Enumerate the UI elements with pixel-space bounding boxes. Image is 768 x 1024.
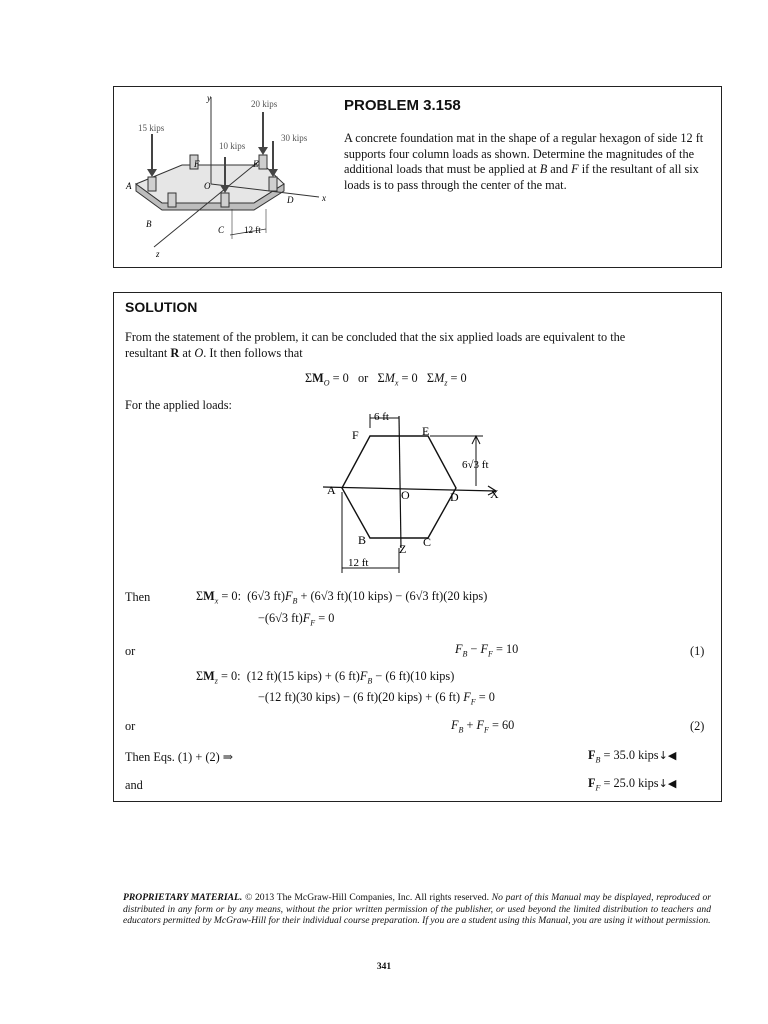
- axis-x-label: x: [322, 193, 326, 203]
- solution-title: SOLUTION: [125, 299, 198, 315]
- answer-marker-icon: ◀: [667, 777, 677, 790]
- load-10-label: 10 kips: [219, 141, 246, 151]
- or-label-2: or: [125, 719, 136, 733]
- sketch-label-e: E: [422, 424, 430, 438]
- sketch-dim-top: 6 ft: [374, 411, 389, 423]
- sketch-label-d: D: [450, 490, 459, 504]
- statement-part: A concrete foundation mat in the shape of a regular hexagon of side 12 ft supports four column loads as shown. Determine the magnitudes of the additional loads that must be applied at: [344, 131, 704, 177]
- answer-marker-icon: ◀: [667, 749, 677, 762]
- intro-text: resultant: [125, 346, 171, 360]
- footer-normal: © 2013 The McGraw-Hill Companies, Inc. All rights reserved.: [242, 892, 492, 903]
- sketch-dim-right: 6√3 ft: [462, 459, 489, 471]
- intro-line-1: From the statement of the problem, it can be concluded that the six applied loads are equivalent to the: [125, 330, 626, 344]
- footer-italic: No part of this Manual may be displayed, reproduced or distributed in any form or by any means, without the prior written permission of the publisher, or used beyond the limited distribution to teachers and educators permitted by McGraw-Hill for their individual course preparation. If you are a student using this Manual, you are using it without permission.: [123, 892, 712, 927]
- statement-part: and: [547, 162, 572, 177]
- sketch-label-x: X: [490, 487, 499, 501]
- sketch-label-c: C: [423, 535, 432, 549]
- intro-resultant: R: [170, 346, 180, 360]
- down-arrow-icon: ↓: [658, 777, 668, 790]
- sketch-label-o: O: [401, 488, 410, 502]
- statement-var-f: F: [571, 162, 579, 177]
- result-fb: $F_B = 35.0$ kips↓◀: [588, 748, 677, 765]
- applied-loads-label: For the applied loads:: [125, 398, 232, 412]
- point-e-label: E: [253, 159, 259, 169]
- intro-line-2: [125, 345, 715, 361]
- sketch-dim-bottom: 12 ft: [348, 557, 369, 569]
- sum-mz-line-2: −(12 ft)(30 kips) − (6 ft)(20 kips) + (6 ft) $F_F = 0$: [258, 690, 495, 707]
- statement-part: if the resultant of all six loads is to pass through the center of the mat.: [344, 162, 699, 192]
- sum-mx-line-2: −(6√3 $ft)F_F = 0$: [258, 611, 335, 628]
- then-label: Then: [125, 590, 151, 604]
- sketch-label-f: F: [352, 428, 359, 442]
- problem-title: PROBLEM 3.158: [344, 97, 461, 114]
- point-f-label: F: [194, 159, 200, 169]
- load-15-label: 15 kips: [138, 123, 165, 133]
- dimension-label: 12 ft: [244, 225, 261, 235]
- statement-var-b: B: [539, 162, 548, 177]
- footer-bold: PROPRIETARY MATERIAL.: [123, 892, 243, 903]
- result-ff-value: = 25.0 kips: [603, 776, 659, 790]
- down-arrow-icon: ↓: [658, 749, 668, 762]
- point-o-label: O: [204, 181, 211, 191]
- intro-text: at: [179, 346, 195, 360]
- sum-mz-line-1: $\Sigma M_z = 0$: (12 ft)(15 kips) + (6 $ft)F_B - (6$ ft)(10 kips): [196, 669, 455, 686]
- point-c-label: C: [218, 225, 225, 235]
- axis-y-label: y: [207, 93, 211, 103]
- equation-2-number: (2): [690, 719, 705, 733]
- point-a-label: A: [126, 181, 132, 191]
- result-ff: $F_F = 25.0$ kips↓◀: [588, 776, 677, 793]
- moment-condition: $\Sigma M_O = 0$ or $\Sigma M_x = 0$ $\Sigma M_z = 0$: [305, 371, 467, 388]
- sketch-label-b: B: [358, 533, 367, 547]
- equation-1: $F_B - F_F = 10$: [455, 642, 519, 659]
- sketch-label-a: A: [327, 483, 336, 497]
- axis-z-label: z: [156, 249, 160, 259]
- load-30-label: 30 kips: [281, 133, 308, 143]
- or-label-1: or: [125, 644, 136, 658]
- then-eqs-label: Then Eqs. (1) + (2) ⇒: [125, 750, 234, 764]
- problem-figure: [114, 87, 339, 267]
- equation-1-number: (1): [690, 644, 705, 658]
- result-fb-value: = 35.0 kips: [603, 748, 659, 762]
- intro-point-o: O: [194, 346, 204, 360]
- intro-text: . It then follows that: [203, 346, 303, 360]
- page-number: 341: [376, 962, 392, 972]
- copyright-footer: [123, 892, 711, 927]
- load-20-label: 20 kips: [251, 99, 278, 109]
- solution-intro: [125, 329, 715, 361]
- point-d-label: D: [287, 195, 294, 205]
- and-label: and: [125, 778, 143, 792]
- hexagon-sketch: [318, 408, 518, 578]
- problem-statement: [344, 131, 710, 193]
- point-b-label: B: [146, 219, 152, 229]
- sketch-label-z: Z: [399, 542, 407, 556]
- equation-2: $F_B + F_F = 60$: [451, 718, 515, 735]
- sum-mx-line-1: $\Sigma M_x = 0$: (6√3 $ft)F_B + (6√3$ ft)(10 kips) − (6√3 ft)(20 kips): [196, 589, 488, 606]
